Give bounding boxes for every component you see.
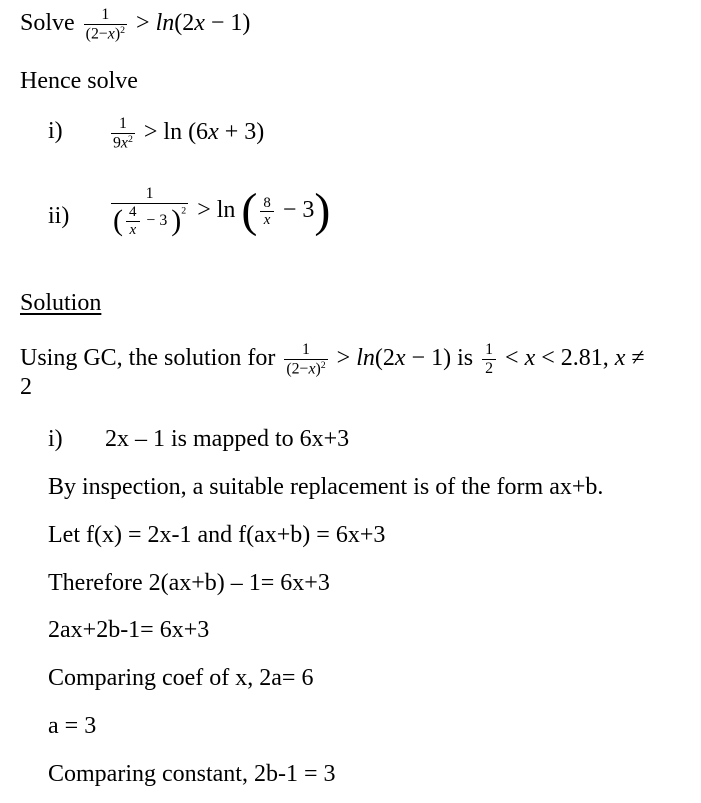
fraction-denominator bbox=[482, 360, 496, 378]
fraction bbox=[482, 341, 496, 377]
fraction bbox=[284, 341, 327, 378]
step-expand-text: 2ax+2b-1= 6x+3 bbox=[48, 617, 210, 643]
math-token: 1 bbox=[485, 341, 494, 359]
math-token: is bbox=[451, 344, 480, 371]
fraction bbox=[111, 115, 135, 152]
problem-statement bbox=[20, 6, 250, 43]
solution-gc-line-wrap: 2 bbox=[20, 374, 32, 400]
math-token: x bbox=[194, 9, 205, 36]
part-i-equation bbox=[108, 115, 264, 152]
math-token: − 1) bbox=[405, 344, 452, 371]
math-token: x bbox=[308, 360, 316, 378]
math-token: x bbox=[614, 344, 626, 371]
math-token: 9 bbox=[113, 134, 121, 152]
math-token: 2 bbox=[120, 24, 126, 36]
math-token: (2− bbox=[85, 25, 108, 43]
math-token: x bbox=[524, 344, 536, 371]
math-token: 1 bbox=[302, 341, 310, 358]
fraction-numerator bbox=[111, 185, 188, 204]
step-inspection-text: By inspection, a suitable replacement is of the form ax+b. bbox=[48, 474, 604, 500]
parenthesis: ) bbox=[314, 184, 331, 238]
solution-gc-line bbox=[20, 341, 645, 378]
fraction-denominator bbox=[111, 204, 188, 239]
fraction-denominator bbox=[284, 360, 327, 378]
math-token: Using GC, the solution for bbox=[20, 344, 282, 371]
part-ii-label: ii) bbox=[48, 203, 70, 229]
math-token: ) bbox=[315, 360, 321, 378]
fraction-numerator bbox=[84, 6, 127, 25]
part-ii-equation bbox=[108, 185, 330, 238]
math-token: − 3 bbox=[142, 211, 172, 229]
math-token: > ln (6 bbox=[137, 118, 209, 145]
math-token: (2 bbox=[174, 9, 195, 36]
step-compare-coef-text: Comparing coef of x, 2a= 6 bbox=[48, 665, 314, 691]
math-token: < bbox=[499, 344, 525, 371]
step-therefore-text: Therefore 2(ax+b) – 1= 6x+3 bbox=[48, 570, 330, 596]
fraction-denominator bbox=[84, 25, 127, 43]
math-token: ln bbox=[155, 9, 175, 36]
fraction-numerator bbox=[126, 204, 140, 222]
fraction-denominator bbox=[111, 134, 135, 152]
math-token: > ln bbox=[191, 197, 242, 224]
math-token: > bbox=[130, 9, 156, 36]
fraction bbox=[260, 195, 273, 229]
math-token: 2 bbox=[127, 133, 133, 145]
math-token: x bbox=[107, 25, 115, 43]
solution-heading: Solution bbox=[20, 290, 102, 316]
fraction bbox=[84, 6, 127, 43]
hence-solve-text: Hence solve bbox=[20, 68, 138, 94]
fraction-denominator bbox=[126, 222, 140, 239]
math-token: 2 bbox=[485, 359, 494, 377]
math-token: 2 bbox=[181, 205, 187, 217]
math-token: x bbox=[129, 221, 137, 238]
math-token: x bbox=[263, 212, 271, 229]
math-token: 1 bbox=[145, 185, 154, 202]
math-token: x bbox=[120, 134, 128, 152]
step-let-f-text: Let f(x) = 2x-1 and f(ax+b) = 6x+3 bbox=[48, 522, 386, 548]
math-token: 2 bbox=[320, 359, 326, 371]
step-compare-constant-text: Comparing constant, 2b-1 = 3 bbox=[48, 761, 336, 787]
math-token: (2 bbox=[374, 344, 395, 371]
step-i-label: i) bbox=[48, 426, 63, 452]
parenthesis: ( bbox=[113, 203, 124, 238]
parenthesis: ) bbox=[171, 203, 182, 238]
math-token: 1 bbox=[101, 6, 110, 23]
math-token: ln bbox=[356, 344, 375, 371]
math-token: > bbox=[330, 344, 357, 371]
fraction-numerator bbox=[260, 195, 273, 213]
fraction-numerator bbox=[111, 115, 135, 134]
math-token: 4 bbox=[129, 203, 137, 220]
math-token: 1 bbox=[118, 115, 127, 132]
math-token: ≠ bbox=[625, 344, 645, 371]
math-token: − 3 bbox=[276, 197, 315, 224]
math-token: (2− bbox=[286, 360, 309, 378]
fraction-numerator bbox=[284, 341, 327, 360]
math-token: 8 bbox=[263, 194, 271, 211]
math-token: + 3) bbox=[218, 118, 265, 145]
math-token: ) bbox=[114, 25, 121, 43]
fraction bbox=[126, 204, 140, 239]
fraction-denominator bbox=[260, 212, 273, 229]
fraction bbox=[111, 185, 188, 238]
math-token: − 1) bbox=[204, 9, 251, 36]
parenthesis: ( bbox=[241, 184, 258, 238]
step-mapped-text: 2x – 1 is mapped to 6x+3 bbox=[105, 426, 350, 452]
math-token: < 2.81, bbox=[535, 344, 615, 371]
part-i-label: i) bbox=[48, 118, 63, 144]
fraction-numerator bbox=[482, 341, 496, 360]
math-token: x bbox=[208, 118, 219, 145]
step-a-value-text: a = 3 bbox=[48, 713, 97, 739]
math-token: x bbox=[394, 344, 406, 371]
math-token: Solve bbox=[20, 9, 81, 36]
